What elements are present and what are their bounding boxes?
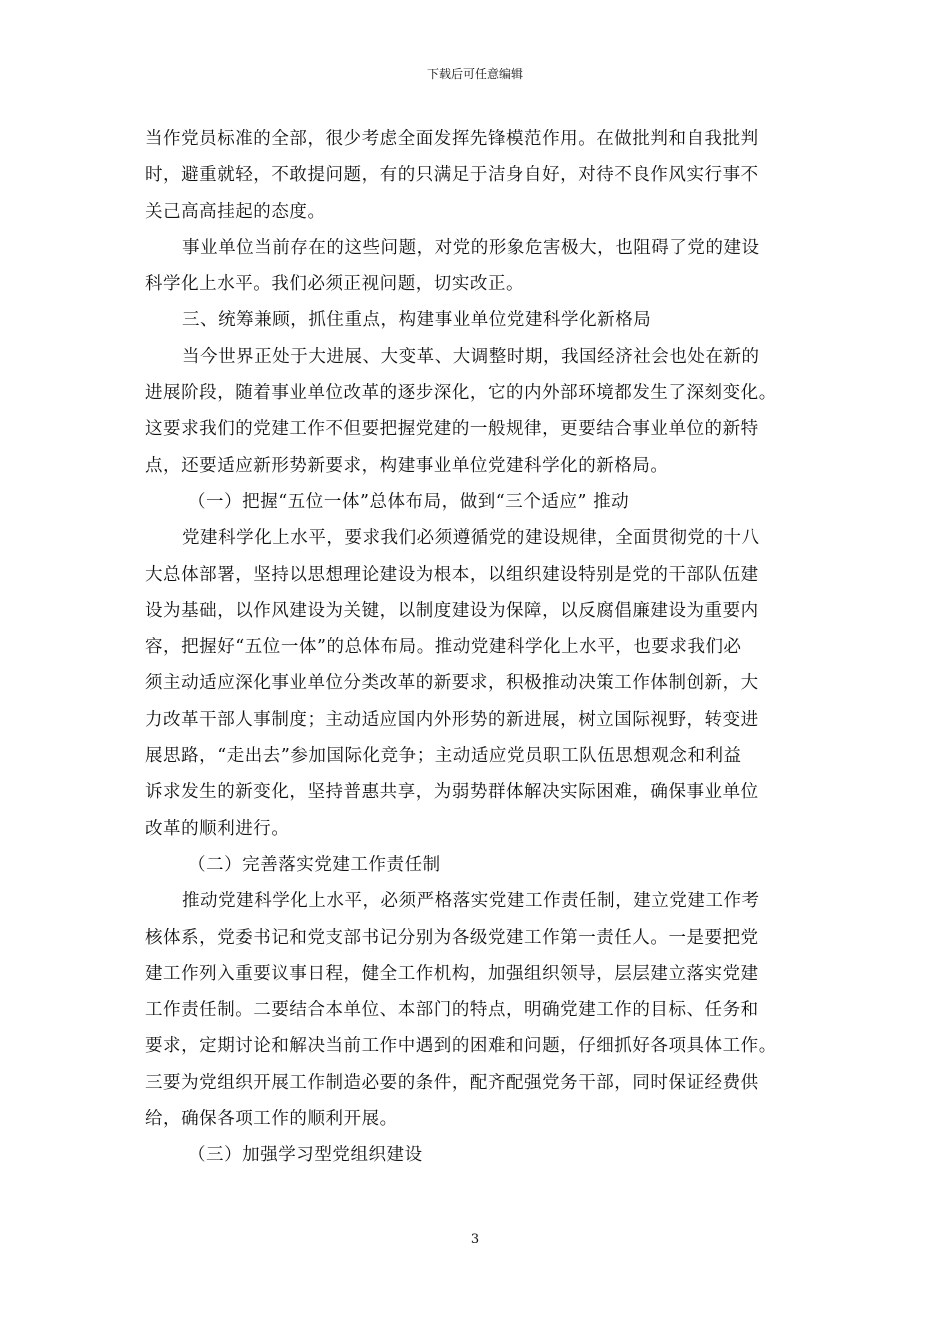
text-line: （三）加强学习型党组织建设 (188, 1145, 423, 1166)
text-line: 改革的顺利进行。 (145, 818, 290, 839)
text-line: 时，避重就轻，不敢提问题，有的只满足于洁身自好，对待不良作风实行事不 (145, 165, 759, 186)
text-line: 容，把握好“五位一体”的总体布局。推动党建科学化上水平，也要求我们必 (145, 637, 742, 658)
text-line: 展思路，“走出去”参加国际化竞争；主动适应党员职工队伍思想观念和利益 (145, 746, 742, 767)
text-line: 事业单位当前存在的这些问题，对党的形象危害极大，也阻碍了党的建设 (182, 237, 760, 258)
text-line: 建工作列入重要议事日程，健全工作机构，加强组织领导，层层建立落实党建 (145, 963, 759, 984)
text-line: 三、统筹兼顾，抓住重点，构建事业单位党建科学化新格局 (182, 310, 652, 331)
text-line: 诉求发生的新变化，坚持普惠共享，为弱势群体解决实际困难，确保事业单位 (145, 782, 759, 803)
text-line: 进展阶段，随着事业单位改革的逐步深化，它的内外部环境都发生了深刻变化。 (145, 383, 777, 404)
text-line: 三要为党组织开展工作制造必要的条件，配齐配强党务干部，同时保证经费供 (145, 1072, 759, 1093)
text-line: （二）完善落实党建工作责任制 (188, 854, 441, 875)
text-line: （一）把握“五位一体”总体布局，做到“三个适应” 推动 (188, 491, 630, 512)
page-number: 3 (470, 1232, 480, 1247)
text-line: 工作责任制。二要结合本单位、本部门的特点，明确党建工作的目标、任务和 (145, 1000, 759, 1021)
text-line: 推动党建科学化上水平，必须严格落实党建工作责任制，建立党建工作考 (182, 891, 760, 912)
text-line: 须主动适应深化事业单位分类改革的新要求，积极推动决策工作体制创新，大 (145, 673, 759, 694)
text-line: 当今世界正处于大进展、大变革、大调整时期，我国经济社会也处在新的 (182, 346, 760, 367)
text-line: 核体系，党委书记和党支部书记分别为各级党建工作第一责任人。一是要把党 (145, 927, 759, 948)
text-line: 设为基础，以作风建设为关键，以制度建设为保障，以反腐倡廉建设为重要内 (145, 600, 759, 621)
text-line: 大总体部署，坚持以思想理论建设为根本，以组织建设特别是党的干部队伍建 (145, 564, 759, 585)
text-line: 给，确保各项工作的顺利开展。 (145, 1109, 398, 1130)
text-line: 这要求我们的党建工作不但要把握党建的一般规律，更要结合事业单位的新特 (145, 419, 759, 440)
text-line: 党建科学化上水平，要求我们必须遵循党的建设规律，全面贯彻党的十八 (182, 528, 760, 549)
text-line: 要求，定期讨论和解决当前工作中遇到的困难和问题，仔细抓好各项具体工作。 (145, 1036, 777, 1057)
text-line: 关己高高挂起的态度。 (145, 201, 326, 222)
document-body (145, 121, 807, 1174)
text-line: 力改革干部人事制度；主动适应国内外形势的新进展，树立国际视野，转变进 (145, 709, 759, 730)
text-line: 点，还要适应新形势新要求，构建事业单位党建科学化的新格局。 (145, 455, 669, 476)
text-line: 当作党员标准的全部，很少考虑全面发挥先锋模范作用。在做批判和自我批判 (145, 129, 759, 149)
text-line: 科学化上水平。我们必须正视问题，切实改正。 (145, 274, 525, 295)
page-header-note: 下载后可任意编辑 (426, 67, 523, 81)
